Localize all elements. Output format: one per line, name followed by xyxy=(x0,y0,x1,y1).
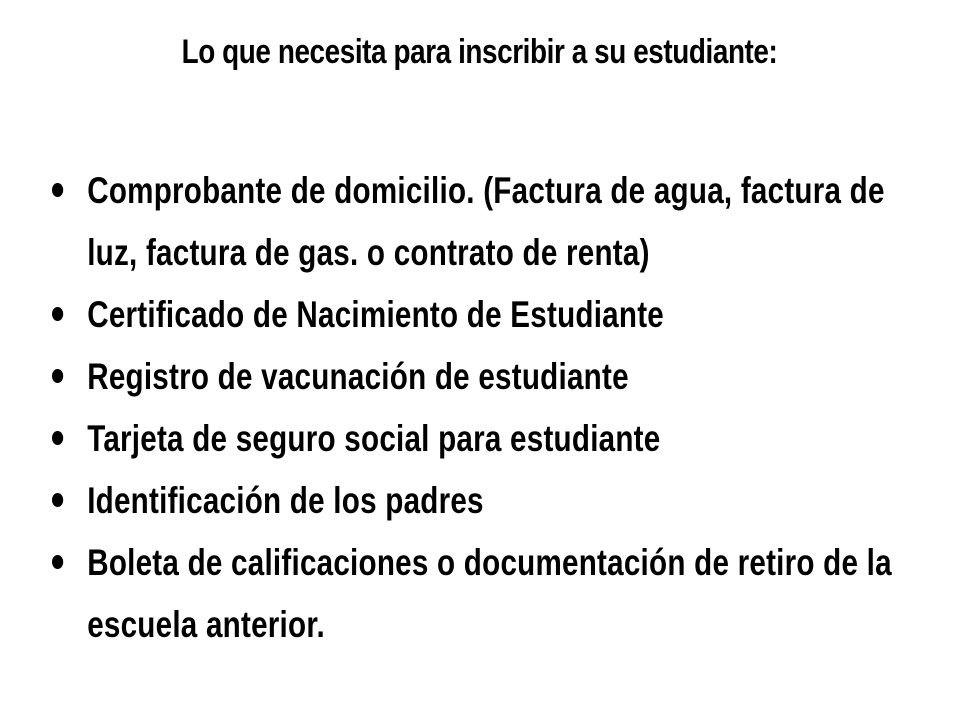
requirement-text: Tarjeta de seguro social para estudiante xyxy=(87,418,661,459)
bullet-icon xyxy=(52,431,63,445)
list-item xyxy=(52,470,900,532)
requirement-text: Boleta de calificaciones o documentación de retiro de la escuela anterior. xyxy=(87,542,892,645)
list-item xyxy=(52,532,900,656)
requirement-text: Identificación de los padres xyxy=(87,480,484,521)
requirement-text: Comprobante de domicilio. (Factura de agua, factura de luz, factura de gas. o contrato de renta) xyxy=(87,170,885,273)
page-title: Lo que necesita para inscribir a su estudiante: xyxy=(181,33,778,71)
requirements-list xyxy=(52,160,900,656)
list-item xyxy=(52,284,900,346)
requirement-text: Registro de vacunación de estudiante xyxy=(87,356,629,397)
bullet-icon xyxy=(52,183,63,197)
requirement-text: Certificado de Nacimiento de Estudiante xyxy=(87,294,665,335)
bullet-icon xyxy=(52,307,63,321)
list-item xyxy=(52,160,900,284)
list-item xyxy=(52,346,900,408)
bullet-icon xyxy=(52,493,63,507)
list-item xyxy=(52,408,900,470)
bullet-icon xyxy=(52,555,63,569)
bullet-icon xyxy=(52,369,63,383)
